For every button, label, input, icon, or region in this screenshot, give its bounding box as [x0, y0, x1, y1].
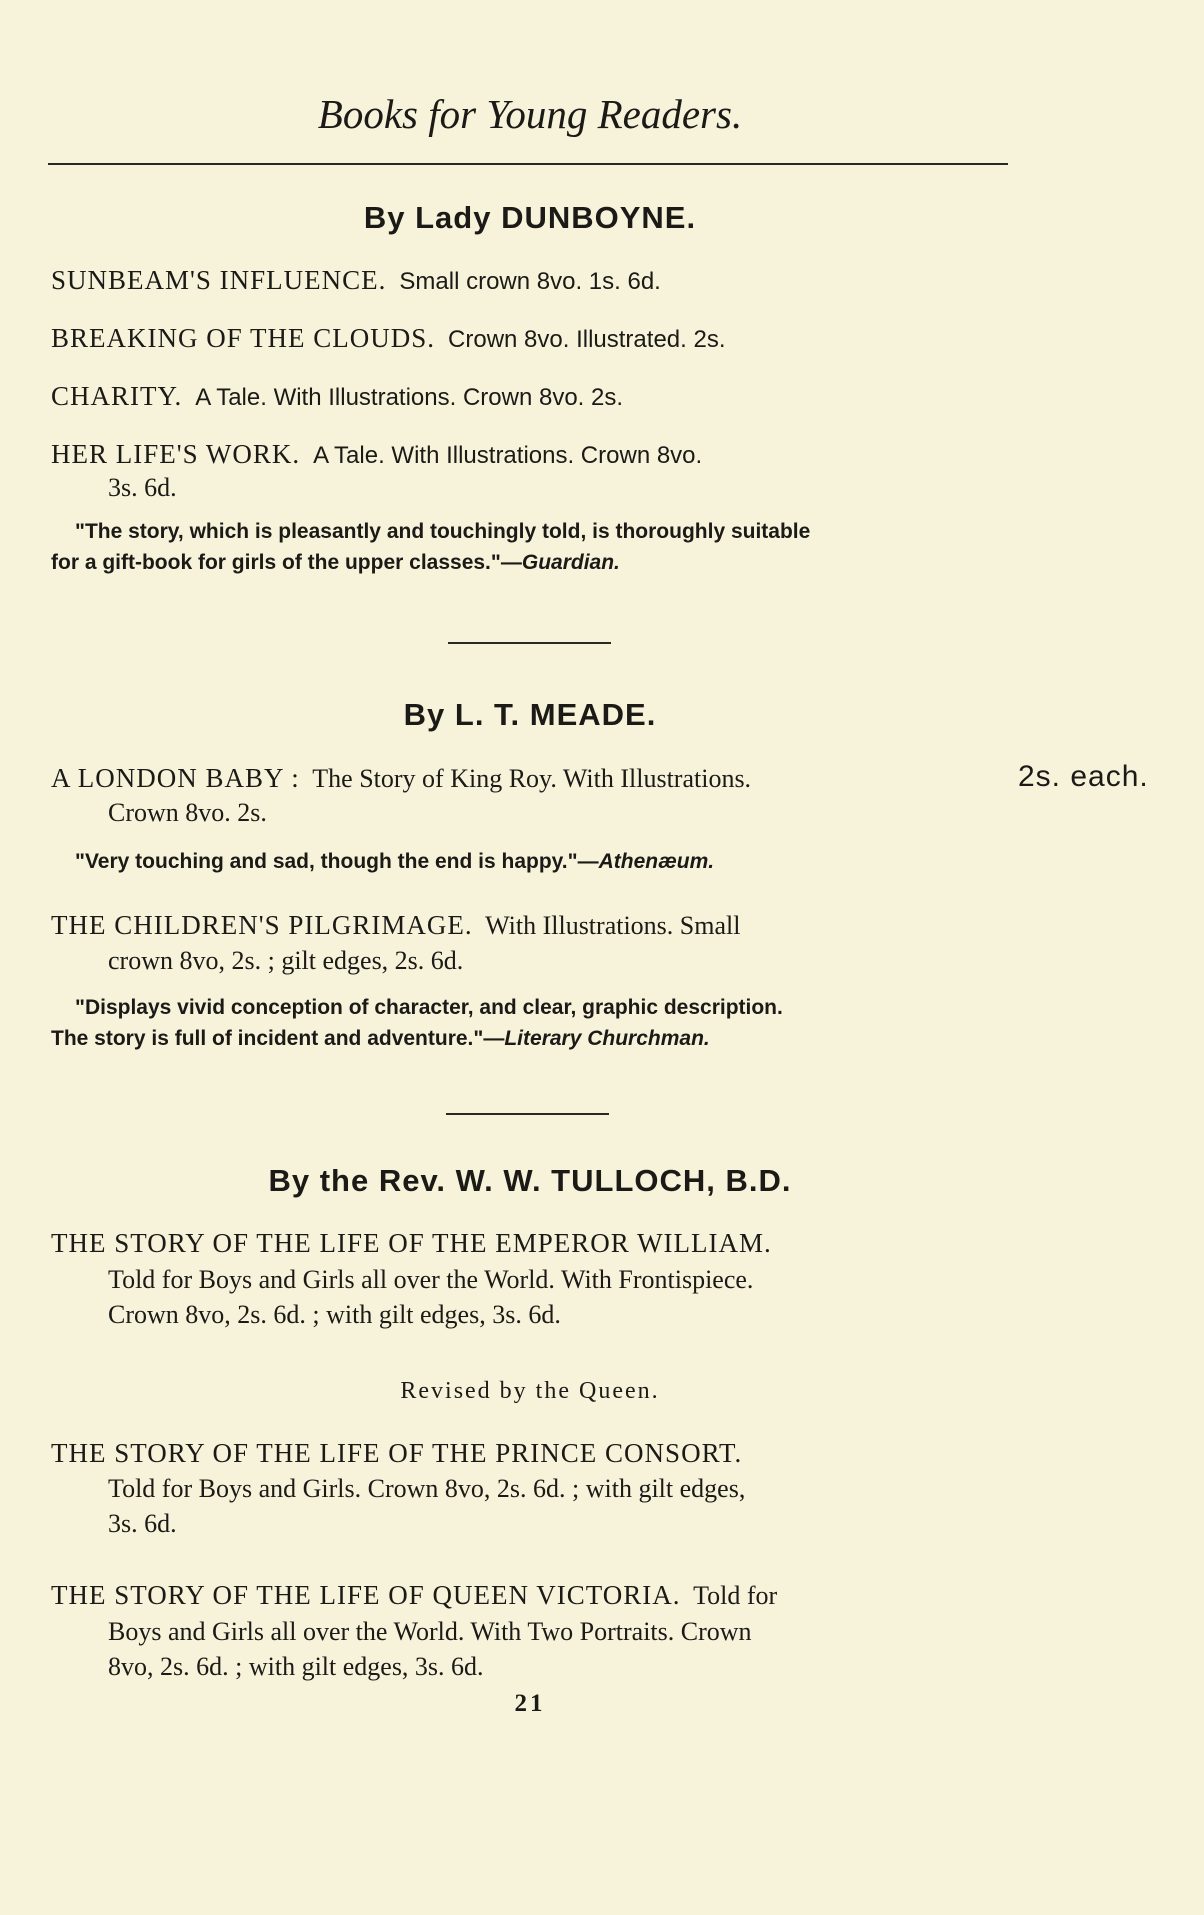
book-details: Told for	[693, 1581, 778, 1610]
book-prince-consort	[51, 1438, 742, 1469]
book-details: Told for Boys and Girls. Crown 8vo, 2s. 6d. ; with gilt edges,	[108, 1474, 746, 1503]
header-rule	[48, 163, 1008, 165]
author-meade: By L. T. MEADE.	[403, 697, 657, 732]
book-her-lifes-work	[51, 439, 702, 470]
book-title: A LONDON BABY :	[51, 763, 300, 793]
book-a-london-baby	[51, 763, 751, 794]
book-details: Boys and Girls all over the World. With Two Portraits. Crown	[108, 1617, 752, 1646]
book-charity	[51, 381, 623, 412]
book-details: With Illustrations. Small	[485, 911, 741, 940]
section-divider	[446, 1113, 609, 1115]
book-details: Told for Boys and Girls all over the World. With Frontispiece.	[108, 1265, 754, 1294]
review-quote: "Displays vivid conception of character, and clear, graphic description.	[75, 996, 783, 1019]
book-title: THE STORY OF THE LIFE OF THE PRINCE CONSORT.	[51, 1438, 743, 1468]
book-details: Small crown 8vo. 1s. 6d.	[399, 268, 661, 295]
review-quote-end	[51, 551, 620, 575]
review-text: for a gift-book for girls of the upper classes."—	[51, 551, 522, 574]
section-divider	[448, 642, 611, 644]
book-title: THE CHILDREN'S PILGRIMAGE.	[51, 910, 473, 940]
book-title: CHARITY.	[51, 381, 183, 411]
book-details: Crown 8vo. Illustrated. 2s.	[448, 326, 726, 353]
author-tulloch: By the Rev. W. W. TULLOCH, B.D.	[268, 1163, 792, 1198]
author-dunboyne: By Lady DUNBOYNE.	[363, 200, 697, 235]
book-price: 3s. 6d.	[108, 1509, 177, 1538]
review-quote	[75, 850, 714, 874]
book-title: SUNBEAM'S INFLUENCE.	[51, 265, 387, 295]
book-details: A Tale. With Illustrations. Crown 8vo. 2s.	[195, 384, 624, 411]
book-details: A Tale. With Illustrations. Crown 8vo.	[313, 442, 703, 469]
book-price: 8vo, 2s. 6d. ; with gilt edges, 3s. 6d.	[108, 1652, 484, 1681]
review-source: Athenæum.	[598, 850, 715, 873]
running-header: Books for Young Readers.	[317, 91, 743, 137]
review-text: "Very touching and sad, though the end is happy."—	[75, 850, 599, 873]
page-number: 21	[514, 1690, 546, 1717]
price-each: 2s. each.	[1018, 760, 1149, 793]
review-quote: "The story, which is pleasantly and touchingly told, is thoroughly suitable	[75, 520, 811, 543]
book-details: The Story of King Roy. With Illustrations.	[312, 764, 752, 793]
review-text: The story is full of incident and adventure."—	[51, 1027, 505, 1050]
book-title: HER LIFE'S WORK.	[51, 439, 301, 469]
book-breaking-of-the-clouds	[51, 323, 725, 354]
book-price: 3s. 6d.	[108, 473, 177, 502]
book-title: BREAKING OF THE CLOUDS.	[51, 323, 436, 353]
book-emperor-william	[51, 1228, 772, 1259]
book-title: THE STORY OF THE LIFE OF THE EMPEROR WILLIAM.	[51, 1228, 772, 1258]
review-source: Literary Churchman.	[504, 1027, 710, 1050]
book-queen-victoria	[51, 1580, 777, 1611]
book-sunbeams-influence	[51, 265, 661, 296]
book-title: THE STORY OF THE LIFE OF QUEEN VICTORIA.	[51, 1580, 681, 1610]
review-source: Guardian.	[521, 551, 620, 574]
book-price: Crown 8vo, 2s. 6d. ; with gilt edges, 3s. 6d.	[108, 1300, 561, 1329]
book-childrens-pilgrimage	[51, 910, 740, 941]
book-price: crown 8vo, 2s. ; gilt edges, 2s. 6d.	[108, 946, 464, 975]
revised-note: Revised by the Queen.	[400, 1378, 660, 1404]
review-quote-end	[51, 1027, 710, 1051]
book-price: Crown 8vo. 2s.	[108, 798, 267, 827]
